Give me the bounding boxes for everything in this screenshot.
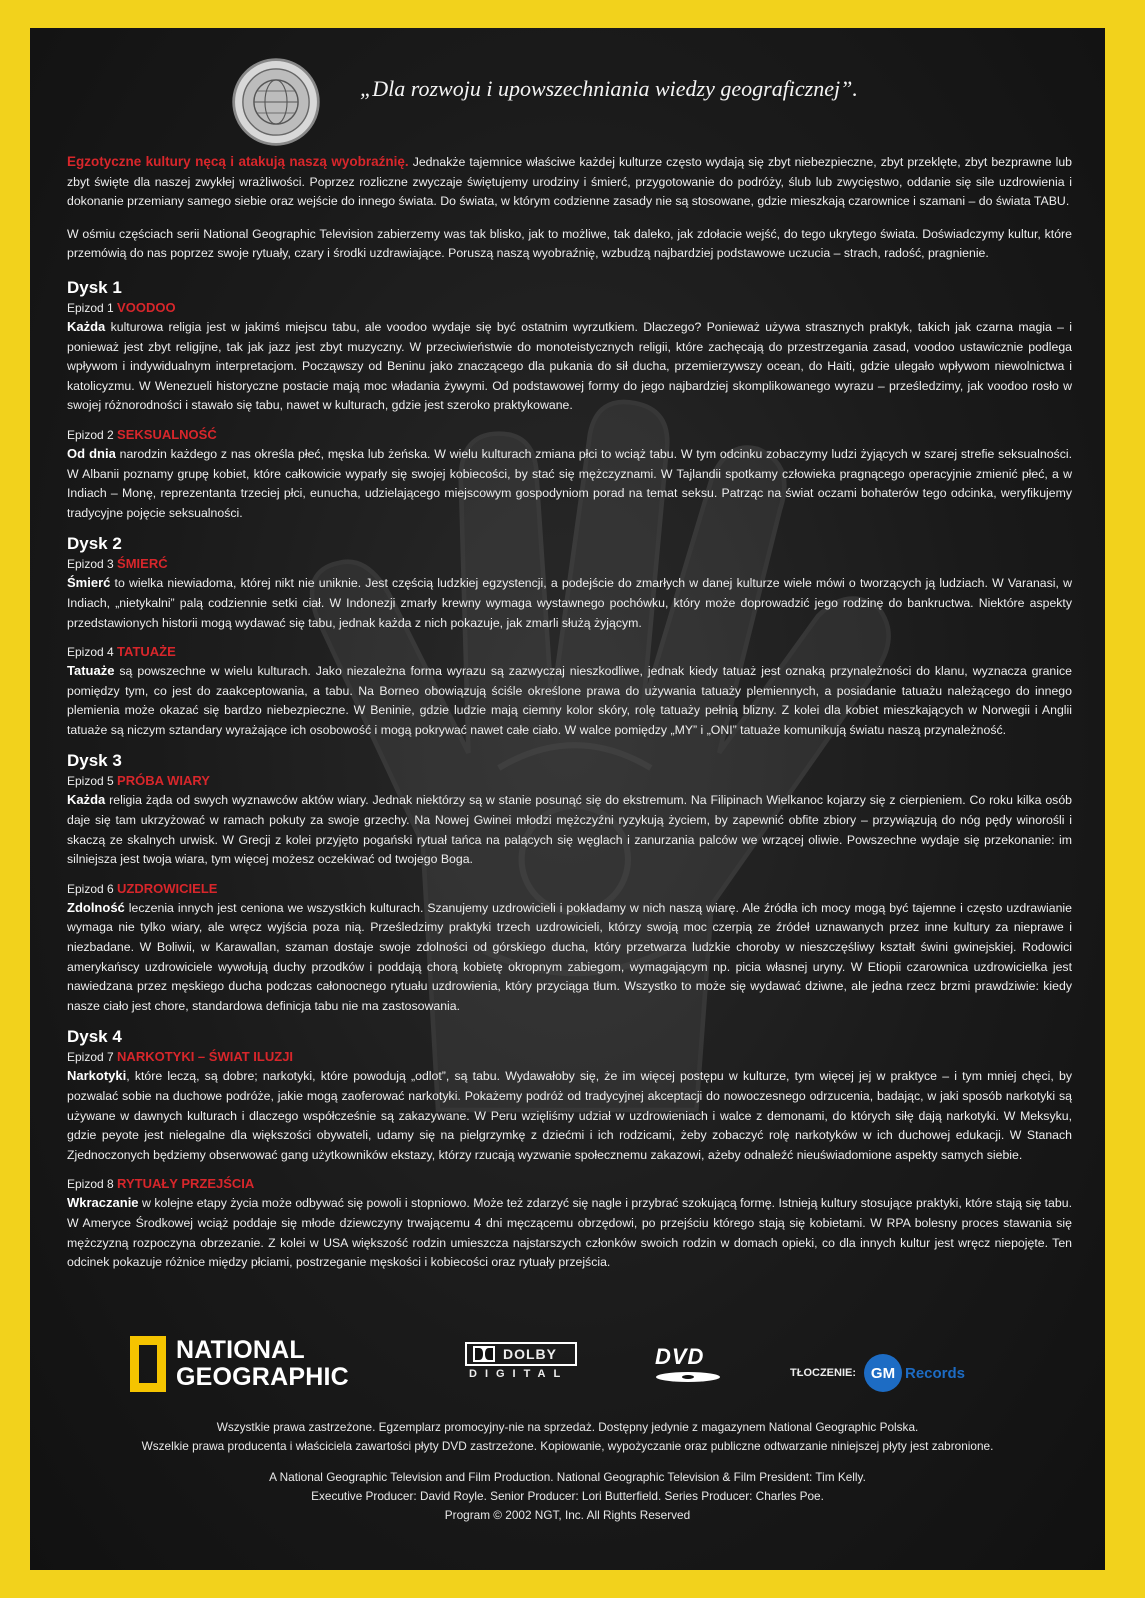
episode-title: PRÓBA WIARY — [117, 773, 210, 789]
logo-row — [130, 1330, 1030, 1410]
episode-title: UZDROWICIELE — [117, 880, 218, 896]
episode-label: Epizod 4 — [67, 645, 114, 660]
yellow-border-icon — [130, 1336, 166, 1392]
episode-description — [67, 790, 1072, 869]
episode-label: Epizod 1 — [67, 300, 114, 315]
episode-label: Epizod 8 — [67, 1177, 114, 1192]
credits-line-2: Executive Producer: David Royle. Senior Producer: Lori Butterfield. Series Producer: Charles Poe. — [311, 1489, 824, 1503]
national-geographic-logo — [130, 1336, 349, 1392]
gm-records-icon: GM — [864, 1354, 902, 1392]
episode-heading — [67, 643, 1072, 661]
episode-title: ŚMIERĆ — [117, 556, 168, 572]
legal-line-1: Wszystkie prawa zastrzeżone. Egzemplarz promocyjny-nie na sprzedaż. Dostępny jedynie z magazynem National Geographic Polska. — [216, 1420, 919, 1434]
disk-title: Dysk 4 — [67, 1027, 122, 1047]
dvd-word: DVD — [655, 1344, 705, 1369]
ng-line-2: GEOGRAPHIC — [176, 1363, 349, 1391]
production-credits — [90, 1468, 1045, 1525]
episode-heading — [67, 299, 1072, 317]
dvd-back-cover — [30, 28, 1105, 1570]
credits-line-1: A National Geographic Television and Film Production. National Geographic Television & Film President: Tim Kelly. — [269, 1470, 866, 1484]
pressing-credit — [790, 1354, 965, 1392]
disk-2 — [67, 533, 1072, 740]
episode-title: VOODOO — [117, 299, 176, 315]
disk-title: Dysk 1 — [67, 277, 122, 297]
disk-1 — [67, 277, 1072, 523]
episode-lead: Zdolność — [67, 899, 125, 915]
episode-lead: Śmierć — [67, 575, 111, 591]
intro-highlight: Egzotyczne kultury nęcą i atakują naszą wyobraźnię. — [67, 154, 409, 169]
episode-lead: Każda — [67, 792, 106, 808]
episode-description — [67, 573, 1072, 633]
episode-label: Epizod 3 — [67, 557, 114, 572]
episode-label: Epizod 7 — [67, 1050, 114, 1065]
legal-line-2: Wszelkie prawa producenta i właściciela zawartości płyty DVD zastrzeżone. Kopiowanie, wypożyczanie oraz publiczne odtwarzanie niniejszej płyty jest zabronione. — [141, 1439, 994, 1453]
episode-text: to wielka niewiadoma, której nikt nie uniknie. Jest częścią ludzkiej egzystencji, a podejście do zmarłych w danej kulturze wiele mówi o tworzących ją ludziach. W Varanasi, w Indiach, „nietykalni” palą codziennie setki ciał. W Indonezji zmarły krewny wymaga wystawnego pochówku, który może doprowadzić jego rodzinę do bankructwa. Niektóre aspekty przedstawionych historii mogą wydawać się tabu, jednak każda z nich pokazuje, jak zmarli służą żyjącym. — [67, 576, 1072, 630]
episode-text: są powszechne w wielu kulturach. Jako niezależna forma wyrazu są zazwyczaj nieszkodliwe, jednak kiedy tatuaż jest oznaką przynależności do klanu, wyznacza granice pomiędzy tym, co jest do zaakceptowania, a tabu. Na Borneo obowiązują ściśle określone prawa do używania tatuaży plemiennych, a posiadanie tatuażu należącego do innego plemienia może okazać się bardzo niebezpieczne. W Beninie, gdzie ludzie mają ciemny kolor skóry, rolę tatuaży pełnią blizny. Z kolei dla kobiet mieszkających w Norwegii i Anglii tatuaże są niczym sztandary wyrażające ich osobowość i mogą pokrywać nawet całe ciało. W walce pomiędzy „MY” i „ONI” tatuaże komunikują światu naszą przynależność. — [67, 664, 1072, 737]
intro-paragraph-2: W ośmiu częściach serii National Geographic Television zabierzemy was tak blisko, jak to możliwe, tak daleko, jak zdołacie wejść, do tego ukrytego świata. Doświadczymy kultur, które przemówią do nas poprzez swoje rytuały, czary i środki uzdrawiające. Poruszą naszą wyobraźnię, wzbudzą najbardziej podstawowe uczucia – strach, radość, pragnienie. — [67, 226, 1072, 261]
episode-heading — [67, 1048, 1072, 1066]
disk-title: Dysk 2 — [67, 534, 122, 554]
episode-title: NARKOTYKI – ŚWIAT ILUZJI — [117, 1049, 294, 1065]
pressing-label: TŁOCZENIE: — [790, 1367, 856, 1379]
records-word: Records — [905, 1364, 966, 1382]
episode-heading — [67, 555, 1072, 573]
society-seal-logo — [230, 56, 322, 148]
episode-description — [67, 1066, 1072, 1165]
credits-line-3: Program © 2002 NGT, Inc. All Rights Reserved — [444, 1508, 691, 1522]
intro-paragraph-1 — [67, 152, 1072, 212]
dolby-word: DOLBY — [503, 1346, 557, 1362]
disk-3 — [67, 750, 1072, 1016]
episode-lead: Każda — [67, 318, 106, 334]
episode-heading — [67, 426, 1072, 444]
disc-swoosh-icon — [655, 1371, 721, 1383]
episode-label: Epizod 2 — [67, 427, 114, 442]
episode-heading — [67, 772, 1072, 790]
double-d-icon — [473, 1346, 495, 1362]
episode-description — [67, 444, 1072, 523]
episode-title: SEKSUALNOŚĆ — [117, 426, 217, 442]
episode-title: RYTUAŁY PRZEJŚCIA — [117, 1176, 255, 1192]
episode-lead: Tatuaże — [67, 663, 115, 679]
episode-lead: Od dnia — [67, 445, 116, 461]
dolby-digital-logo — [465, 1342, 577, 1380]
disk-title: Dysk 3 — [67, 751, 122, 771]
episode-heading — [67, 880, 1072, 898]
disk-4 — [67, 1026, 1072, 1272]
dolby-sub: DIGITAL — [469, 1368, 569, 1380]
episode-description — [67, 898, 1072, 1017]
description-text — [67, 152, 1072, 1273]
episode-lead: Narkotyki — [67, 1068, 127, 1084]
intro-text-1: Jednakże tajemnice właściwe każdej kulturze często wydają się zbyt niebezpieczne, zbyt przeklęte, zbyt bezprawne lub zbyt święte dla naszej zwykłej wrażliwości. Poprzez rozliczne zwyczaje świętujemy urodziny i śmierć, przygotowanie do podróży, ślub lub zwycięstwo, oddanie się sile uzdrowienia i dokonanie przemiany samego siebie oraz wejście do innego świata. Do świata, w którym codzienne zasady nie są stosowane, gdzie mieszkają czarownice i szamani – do świata TABU. — [67, 155, 1072, 209]
episode-lead: Wkraczanie — [67, 1195, 139, 1211]
episode-label: Epizod 5 — [67, 774, 114, 789]
intro — [67, 152, 1072, 264]
ng-line-1: NATIONAL — [176, 1336, 305, 1364]
episode-text: leczenia innych jest ceniona we wszystkich kulturach. Szanujemy uzdrowicieli i pokładamy w nich naszą wiarę. Ale źródła ich mocy mogą być tajemne i często uzdrawianie wymaga nie tylko wiary, ale wręcz wyjścia poza nią. Prześledzimy praktyki trzech uzdrowicieli, którzy swoją moc czerpią ze źródeł uznawanych przez inne kultury za nieprawe i niezbadane. W Boliwii, w Karawallan, szaman dostaje swoje zdolności od górskiego ducha, który przetwarza ludzkie choroby w nieszczęśliwy kształt świni gwinejskiej. Rodowici amerykańscy uzdrowiciele wywołują duchy przodków i poddają chorą kobietę okropnym zabiegom, wymagającym np. picia własnej uryny. W Etiopii czarownica uzdrowicielka jest nawiedzana przez męskiego ducha podczas całonocnego rytuału uzdrowienia, który przyciąga tłum. Wszystko to może się wydawać dziwne, ale jedna rzecz brzmi prawdziwie: kiedy nasze ciało jest chore, standardowa definicja tabu nie ma zastosowania. — [67, 900, 1072, 1013]
episode-text: w kolejne etapy życia może odbywać się powoli i stopniowo. Może też zdarzyć się nagle i przybrać szokującą formę. Istnieją kultury stosujące praktyki, które stają się tabu. W Ameryce Środkowej wciąż poddaje się młode dziewczyny trwającemu 4 dni męczącemu obrzędowi, po przejściu którego stają się kobietami. W RPA bolesny proces stawania się mężczyzną rozpoczyna obrzezanie. Z kolei w USA większość rodzin umieszcza najstarszych członków swoich rodzin w domach opieki, co dla innych kultur jest wręcz niepojęte. Ten odcinek pokazuje różnice między płciami, postrzeganie męskości i kobiecości oraz rytuały przejścia. — [67, 1196, 1072, 1270]
episode-description — [67, 661, 1072, 740]
dvd-logo — [655, 1344, 721, 1388]
episode-text: kulturowa religia jest w jakimś miejscu tabu, ale voodoo wydaje się być ostatnim wyrzutkiem. Dlaczego? Ponieważ używa strasznych praktyk, takich jak czarna magia – i ponieważ jest zbyt religijne, tak jak jazz jest zbyt muzyczny. W przeciwieństwie do monoteistycznych religii, które zachęcają do przestrzegania zasad, voodoo ustawicznie podlega wpływom i indywidualnym interpretacjom. Począwszy od Beninu jako znaczącego dla pukania do sił ducha, przemierzywszy ocean, do Haiti, gdzie ulegało wpływom niewolnictwa i katolicyzmu. W Wenezueli historyczne postacie mają moc władania żywymi. Od podstawowej formy do jego najbardziej skomplikowanego wyrazu – prześledzimy, jak voodoo rosło w swojej różnorodności i stawało się tabu, nawet w kulturach, gdzie jest szeroko praktykowane. — [67, 319, 1072, 413]
episode-text: , które leczą, są dobre; narkotyki, które powodują „odlot”, są tabu. Wydawałoby się, że im więcej postępu w kulturze, tym więcej jej w praktyce – i tym mniej chęci, by pozwalać sobie na duchowe podróże, jakie mogą zaoferować narkotyki. Pokażemy podróż od tradycyjnej akceptacji do nowoczesnego odrzucenia, badając, w jaki sposób narkotyki są używane w dawnych kulturach i dlaczego współcześnie są zakazywane. W Peru wzięliśmy udział w uzdrowieniach i walce z demonami, do których siłę dają narkotyki. W Meksyku, gdzie peyote jest nielegalne dla większości obywateli, udamy się na pielgrzymkę z dziećmi i ich rodzicami, żeby zobaczyć rolę narkotyków w ich duchowej edukacji. W Stanach Zjednoczonych będziemy obserwować gang użytkowników ekstazy, którzy rzucają wyzwanie społecznemu zakazowi, ażeby odnaleźć nieuświadomione aspekty samych siebie. — [67, 1069, 1072, 1162]
motto: „Dla rozwoju i upowszechniania wiedzy geograficznej”. — [360, 76, 858, 101]
episode-description — [67, 1193, 1072, 1272]
episode-text: narodzin każdego z nas określa płeć, męska lub żeńska. W wielu kulturach zmiana płci to wciąż tabu. W tym odcinku zobaczymy ludzi żyjących w szarej strefie seksualności. W Albanii poznamy grupę kobiet, które całkowicie wyparły się swojej kobiecości, by stać się mężczyznami. W Tajlandii spotkamy człowieka pragnącego operacyjnie zmienić płeć, a w Indiach – Monę, reprezentanta trzeciej płci, eunucha, udzielającego miejscowym gospodyniom porad na temat seksu. Patrząc na świat oczami bohaterów tego odcinka, weryfikujemy tradycyjne pojęcie seksualności. — [67, 446, 1072, 520]
legal-notice — [90, 1418, 1045, 1456]
episode-title: TATUAŻE — [117, 644, 176, 660]
episode-description — [67, 317, 1072, 416]
episode-label: Epizod 6 — [67, 881, 114, 896]
episode-heading — [67, 1175, 1072, 1193]
episode-text: religia żąda od swych wyznawców aktów wiary. Jednak niektórzy są w stanie posunąć się do ekstremum. Na Filipinach Wielkanoc kojarzy się z cierpieniem. Co roku kilka osób daje się tam ukrzyżować w ramach pokuty za swoje grzechy. Na Nowej Gwinei młodzi mężczyźni ryzykują życiem, by zapewnić obfite zbiory – przywiązują do nóg pędy winorośli i skaczą ze skalnych urwisk. W Grecji z kolei przyjęto pogański rytuał tańca na palących się węglach i zanurzania palców we wrzącej oliwie. Powszechne wydaje się przekonanie: im silniejsza jest twoja wiara, tym więcej możesz oczekiwać od twojego Boga. — [67, 793, 1072, 867]
